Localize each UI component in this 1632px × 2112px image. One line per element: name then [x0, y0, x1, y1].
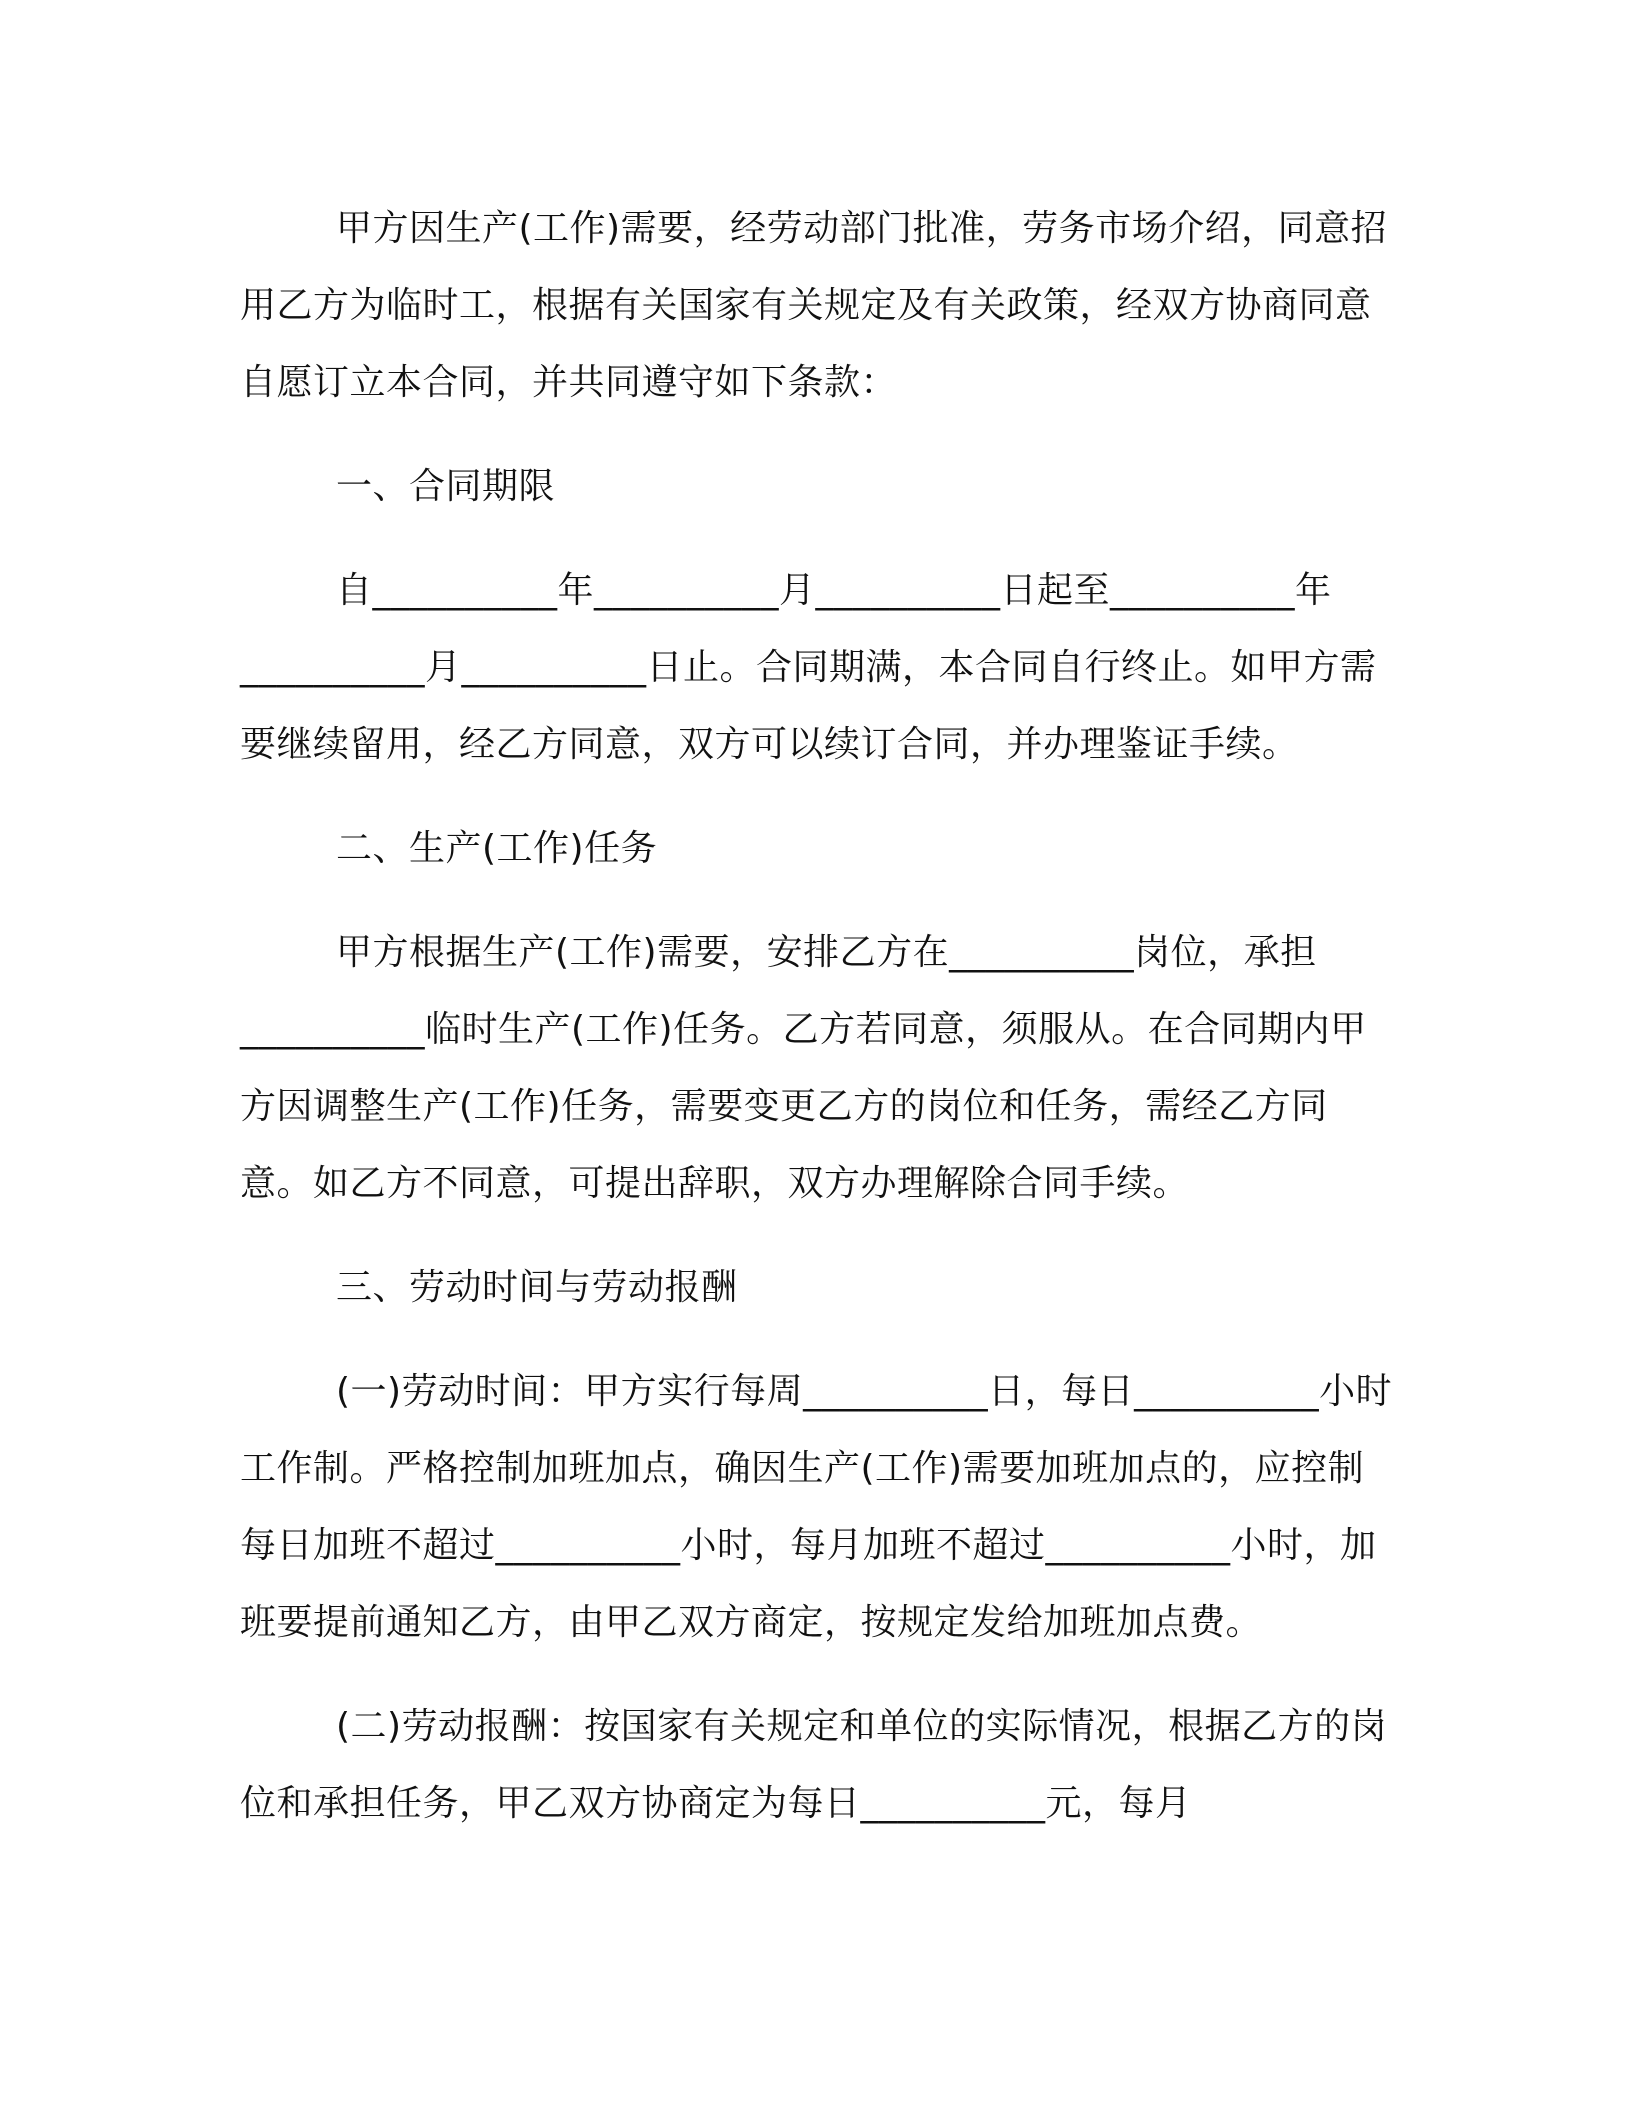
intro-paragraph: 甲方因生产(工作)需要，经劳动部门批准，劳务市场介绍，同意招用乙方为临时工，根据有关国家有关规定及有关政策，经双方协商同意自愿订立本合同，并共同遵守如下条款： — [240, 208, 1388, 403]
production-task-paragraph: 甲方根据生产(工作)需要，安排乙方在__________岗位，承担__________临时生产(工作)任务。乙方若同意，须服从。在合同期内甲方因调整生产(工作)任务，需要变更乙方的岗位和任务，需经乙方同意。如乙方不同意，可提出辞职，双方办理解除合同手续。 — [240, 932, 1367, 1204]
section-heading-contract-term: 一、合同期限 — [336, 466, 556, 507]
contract-term-paragraph: 自__________年__________月__________日起至__________年__________月__________日止。合同期满，本合同自行终止。如甲方需要继续留用，经乙方同意，双方可以续订合同，并办理鉴证手续。 — [240, 570, 1377, 765]
document-page — [240, 190, 1400, 1842]
labor-pay-paragraph: (二)劳动报酬：按国家有关规定和单位的实际情况，根据乙方的岗位和承担任务，甲乙双方协商定为每日__________元，每月 — [240, 1706, 1388, 1824]
section-heading-working-hours-pay: 三、劳动时间与劳动报酬 — [336, 1267, 738, 1308]
working-hours-paragraph: (一)劳动时间：甲方实行每周__________日，每日__________小时工作制。严格控制加班加点，确因生产(工作)需要加班加点的，应控制每日加班不超过__________小时，每月加班不超过__________小时，加班要提前通知乙方，由甲乙双方商定，按规定发给加班加点费。 — [240, 1371, 1393, 1643]
section-heading-production-task: 二、生产(工作)任务 — [336, 828, 658, 869]
